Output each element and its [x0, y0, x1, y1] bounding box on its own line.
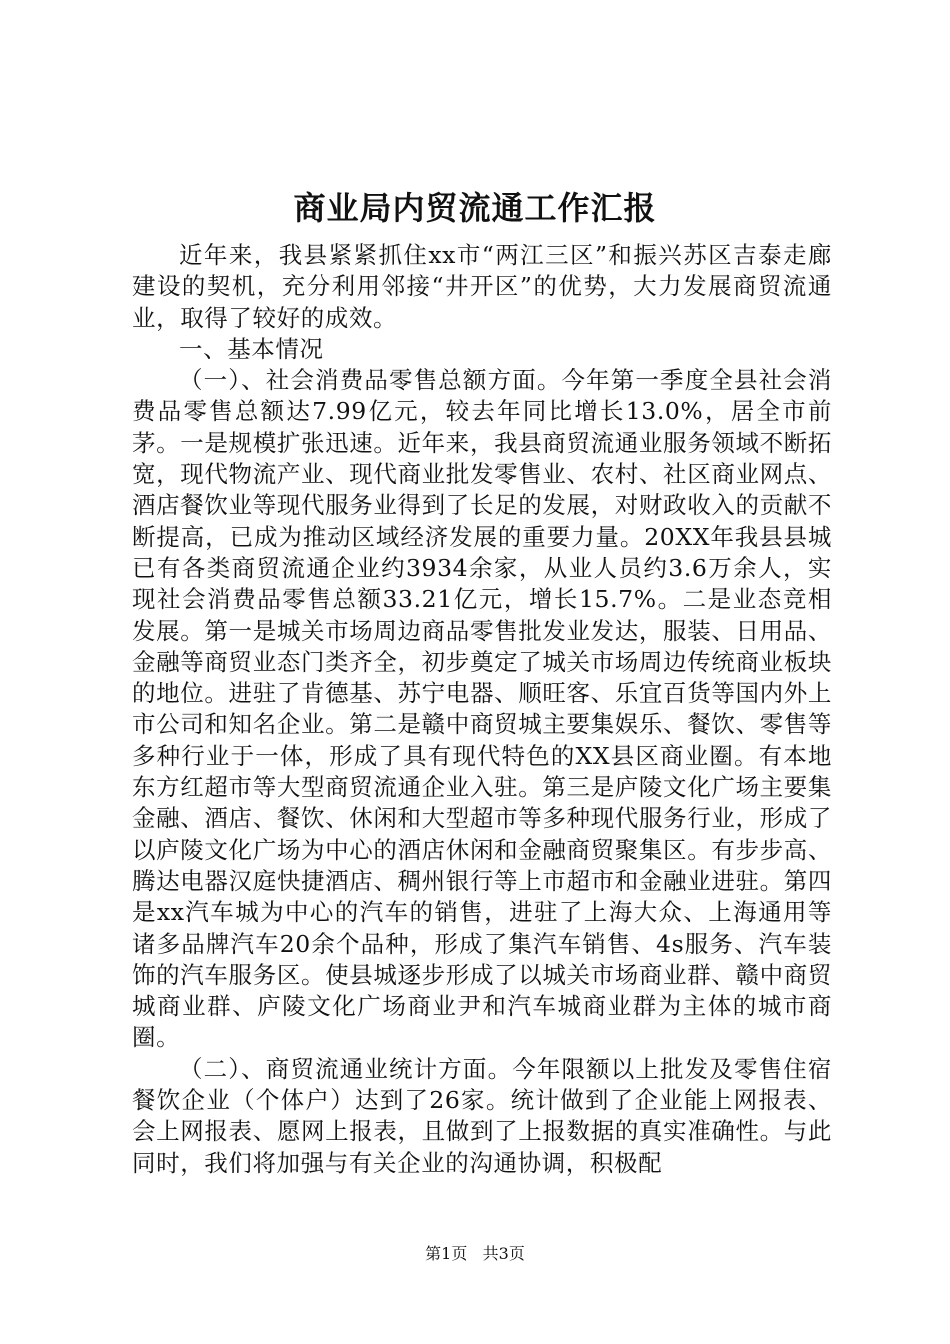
page-footer [0, 1243, 950, 1265]
document-body [132, 240, 832, 1179]
page-spacer [472, 1244, 477, 1263]
document-title: 商业局内贸流通工作汇报 [293, 189, 657, 227]
section-heading: 一、基本情况 [179, 334, 324, 363]
paragraph-statistics: （二）、商贸流通业统计方面。今年限额以上批发及零售住宿餐饮企业（个体户）达到了26家。统计做到了企业能上网报表、会上网报表、愿网上报表，且做到了上报数据的真实准确性。与此同时，我们将加强与有关企业的沟通协调，积极配 [132, 1054, 832, 1177]
paragraph-retail-sales: （一）、社会消费品零售总额方面。今年第一季度全县社会消费品零售总额达7.99亿元，较去年同比增长13.0%，居全市前茅。一是规模扩张迅速。近年来，我县商贸流通业服务领域不断拓宽，现代物流产业、现代商业批发零售业、农村、社区商业网点、酒店餐饮业等现代服务业得到了长足的发展，对财政收入的贡献不断提高，已成为推动区域经济发展的重要力量。20XX年我县县城已有各类商贸流通企业约3934余家，从业人员约3.6万余人，实现社会消费品零售总额33.21亿元，增长15.7%。二是业态竞相发展。第一是城关市场周边商品零售批发业发达，服装、日用品、金融等商贸业态门类齐全，初步奠定了城关市场周边传统商业板块的地位。进驻了肯德基、苏宁电器、顺旺客、乐宜百货等国内外上市公司和知名企业。第二是赣中商贸城主要集娱乐、餐饮、零售等多种行业于一体，形成了具有现代特色的XX县区商业圈。有本地东方红超市等大型商贸流通企业入驻。第三是庐陵文化广场主要集金融、酒店、餐饮、休闲和大型超市等多种现代服务行业，形成了以庐陵文化广场为中心的酒店休闲和金融商贸聚集区。有步步高、腾达电器汉庭快捷酒店、稠州银行等上市超市和金融业进驻。第四是xx汽车城为中心的汽车的销售，进驻了上海大众、上海通用等诸多品牌汽车20余个品种，形成了集汽车销售、4s服务、汽车装饰的汽车服务区。使县城逐步形成了以城关市场商业群、赣中商贸城商业群、庐陵文化广场商业尹和汽车城商业群为主体的城市商圈。 [132, 366, 832, 1052]
page-total: 共3页 [482, 1244, 525, 1263]
paragraph-intro: 近年来，我县紧紧抓住xx市“两江三区”和振兴苏区吉泰走廊建设的契机，充分利用邻接“井开区”的优势，大力发展商贸流通业，取得了较好的成效。 [132, 241, 832, 332]
page-number: 第1页 [425, 1244, 468, 1263]
